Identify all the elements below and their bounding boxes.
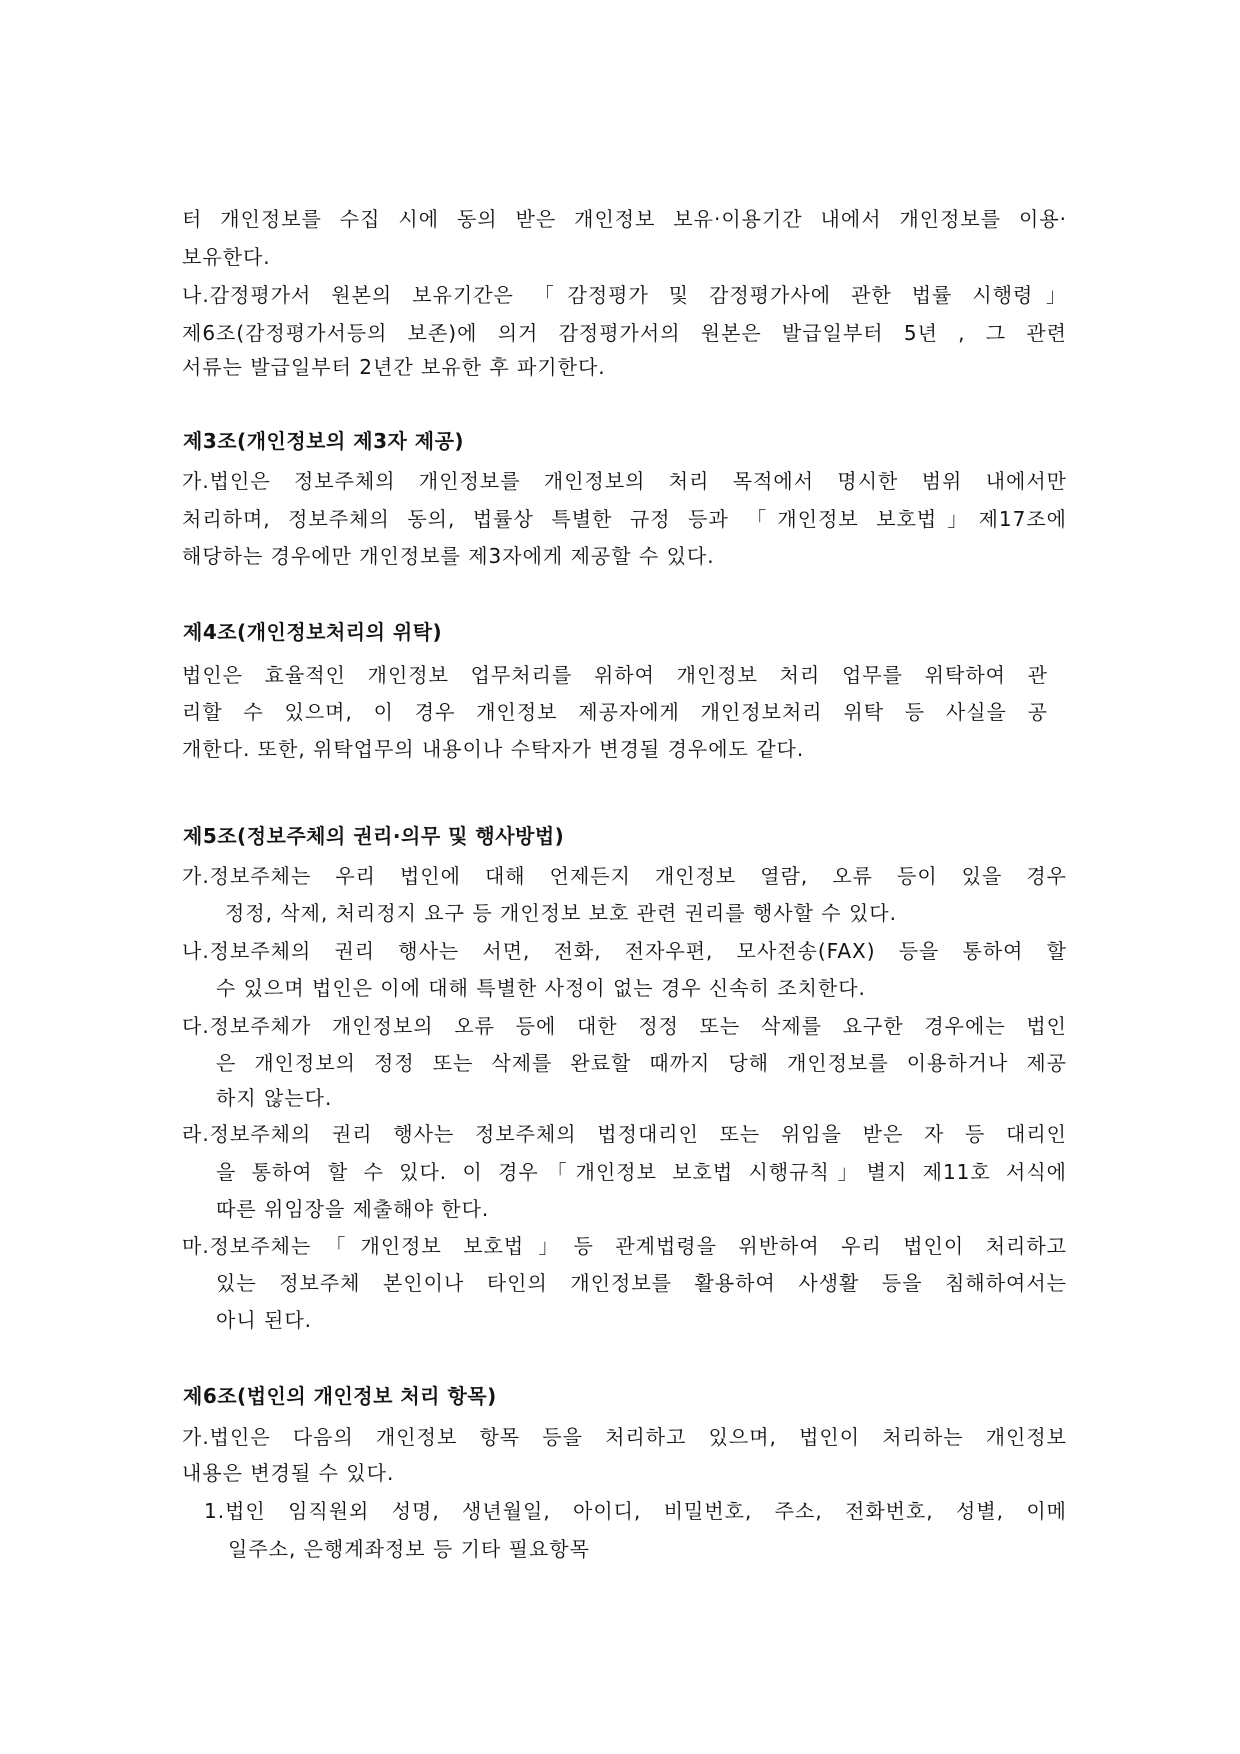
article-3-line: 해당하는 경우에만 개인정보를 제3자에게 제공할 수 있다. [182, 544, 715, 568]
article-3-heading: 제3조(개인정보의 제3자 제공) [183, 429, 465, 453]
article-5-line: 정정, 삭제, 처리정지 요구 등 개인정보 보호 관련 권리를 행사할 수 있다. [225, 901, 897, 925]
article-3-line: 가.법인은 정보주체의 개인정보를 개인정보의 처리 목적에서 명시한 범위 내에서만 [182, 469, 1067, 493]
article-5-line: 다.정보주체가 개인정보의 오류 등에 대한 정정 또는 삭제를 요구한 경우에는 법인 [182, 1014, 1067, 1038]
article-5-line: 수 있으며 법인은 이에 대해 특별한 사정이 없는 경우 신속히 조치한다. [216, 976, 866, 1000]
article-4-line: 법인은 효율적인 개인정보 업무처리를 위하여 개인정보 처리 업무를 위탁하여 관 [182, 663, 1048, 687]
article-4-line: 리할 수 있으며, 이 경우 개인정보 제공자에게 개인정보처리 위탁 등 사실을 공 [182, 700, 1048, 724]
article-6-list-item: 일주소, 은행계좌정보 등 기타 필요항목 [228, 1537, 590, 1561]
article-5-line: 가.정보주체는 우리 법인에 대해 언제든지 개인정보 열람, 오류 등이 있을 경우 [182, 864, 1067, 888]
intro-line: 터 개인정보를 수집 시에 동의 받은 개인정보 보유·이용기간 내에서 개인정보를 이용· [182, 207, 1067, 231]
article-5-line: 마.정보주체는「개인정보 보호법」등 관계법령을 위반하여 우리 법인이 처리하고 [182, 1234, 1067, 1258]
intro-line: 나.감정평가서 원본의 보유기간은 「감정평가 및 감정평가사에 관한 법률 시행령」 [182, 283, 1067, 307]
article-5-line: 라.정보주체의 권리 행사는 정보주체의 법정대리인 또는 위임을 받은 자 등 대리인 [182, 1122, 1067, 1146]
article-6-list-item: 1.법인 임직원외 성명, 생년월일, 아이디, 비밀번호, 주소, 전화번호, 성별, 이메 [204, 1499, 1067, 1523]
article-5-heading: 제5조(정보주체의 권리·의무 및 행사방법) [183, 824, 565, 848]
article-5-line: 아니 된다. [216, 1308, 312, 1332]
article-6-line: 내용은 변경될 수 있다. [182, 1461, 395, 1485]
intro-line: 제6조(감정평가서등의 보존)에 의거 감정평가서의 원본은 발급일부터 5년 , 그 관련 [182, 321, 1067, 345]
article-5-line: 있는 정보주체 본인이나 타인의 개인정보를 활용하여 사생활 등을 침해하여서는 [216, 1271, 1067, 1295]
article-4-heading: 제4조(개인정보처리의 위탁) [183, 620, 443, 644]
intro-line: 보유한다. [182, 245, 271, 269]
article-5-line: 은 개인정보의 정정 또는 삭제를 완료할 때까지 당해 개인정보를 이용하거나 제공 [216, 1051, 1067, 1075]
article-6-line: 가.법인은 다음의 개인정보 항목 등을 처리하고 있으며, 법인이 처리하는 개인정보 [182, 1425, 1067, 1449]
article-6-heading: 제6조(법인의 개인정보 처리 항목) [183, 1384, 497, 1408]
article-5-line: 을 통하여 할 수 있다. 이 경우「개인정보 보호법 시행규칙」별지 제11호 서식에 [216, 1160, 1067, 1184]
intro-line: 서류는 발급일부터 2년간 보유한 후 파기한다. [182, 355, 606, 379]
article-3-line: 처리하며, 정보주체의 동의, 법률상 특별한 규정 등과 「개인정보 보호법」제17조에 [182, 507, 1067, 531]
article-4-line: 개한다. 또한, 위탁업무의 내용이나 수탁자가 변경될 경우에도 같다. [182, 737, 805, 761]
article-5-line: 나.정보주체의 권리 행사는 서면, 전화, 전자우편, 모사전송(FAX) 등을 통하여 할 [182, 939, 1067, 963]
article-5-line: 따른 위임장을 제출해야 한다. [216, 1197, 490, 1221]
article-5-line: 하지 않는다. [216, 1086, 333, 1110]
